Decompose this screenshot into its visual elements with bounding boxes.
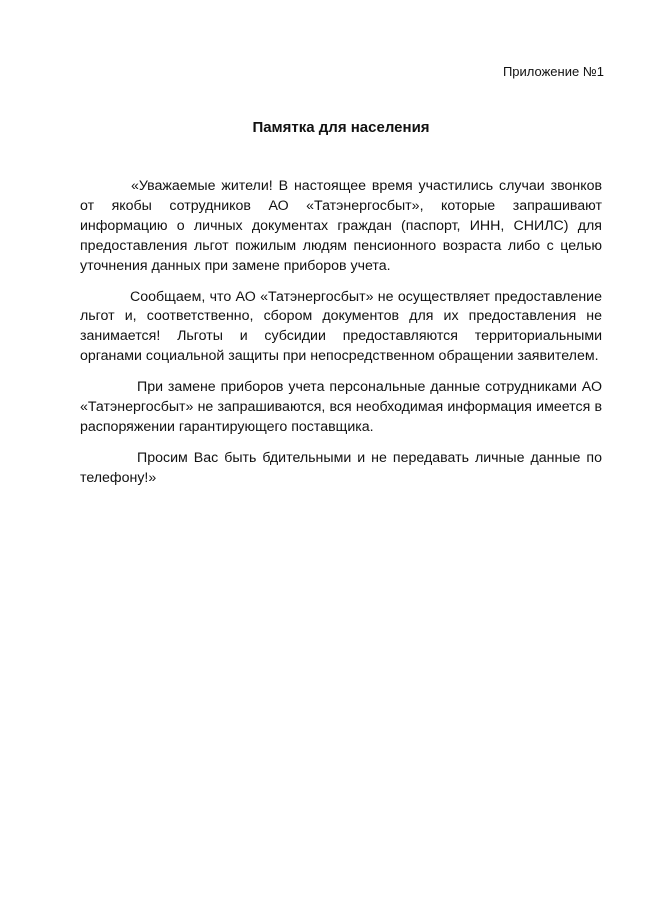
document-title: Памятка для населения (252, 119, 430, 136)
document-body (80, 177, 602, 500)
paragraph-warning: «Уважаемые жители! В настоящее время участились случаи звонков от якобы сотрудников АО «Татэнергосбыт», которые запрашивают информацию о личных документах граждан (паспорт, ИНН, СНИЛС) для предоставления льгот пожилым людям пенсионного возраста либо с целью уточнения данных при замене приборов учета. (80, 178, 602, 274)
paragraph-meter-replacement: При замене приборов учета персональные данные сотрудниками АО «Татэнергосбыт» не запрашиваются, вся необходимая информация имеется в распоряжении гарантирующего поставщика. (80, 379, 602, 435)
appendix-label: Приложение №1 (502, 64, 604, 79)
paragraph-notice: Сообщаем, что АО «Татэнергосбыт» не осуществляет предоставление льгот и, соответственно, сбором документов для их предоставления не занимается! Льготы и субсидии предоставляются территориальными органами социальной защиты при непосредственном обращении заявителем. (80, 288, 602, 365)
paragraph-vigilance-request: Просим Вас быть бдительными и не передавать личные данные по телефону!» (80, 449, 602, 486)
